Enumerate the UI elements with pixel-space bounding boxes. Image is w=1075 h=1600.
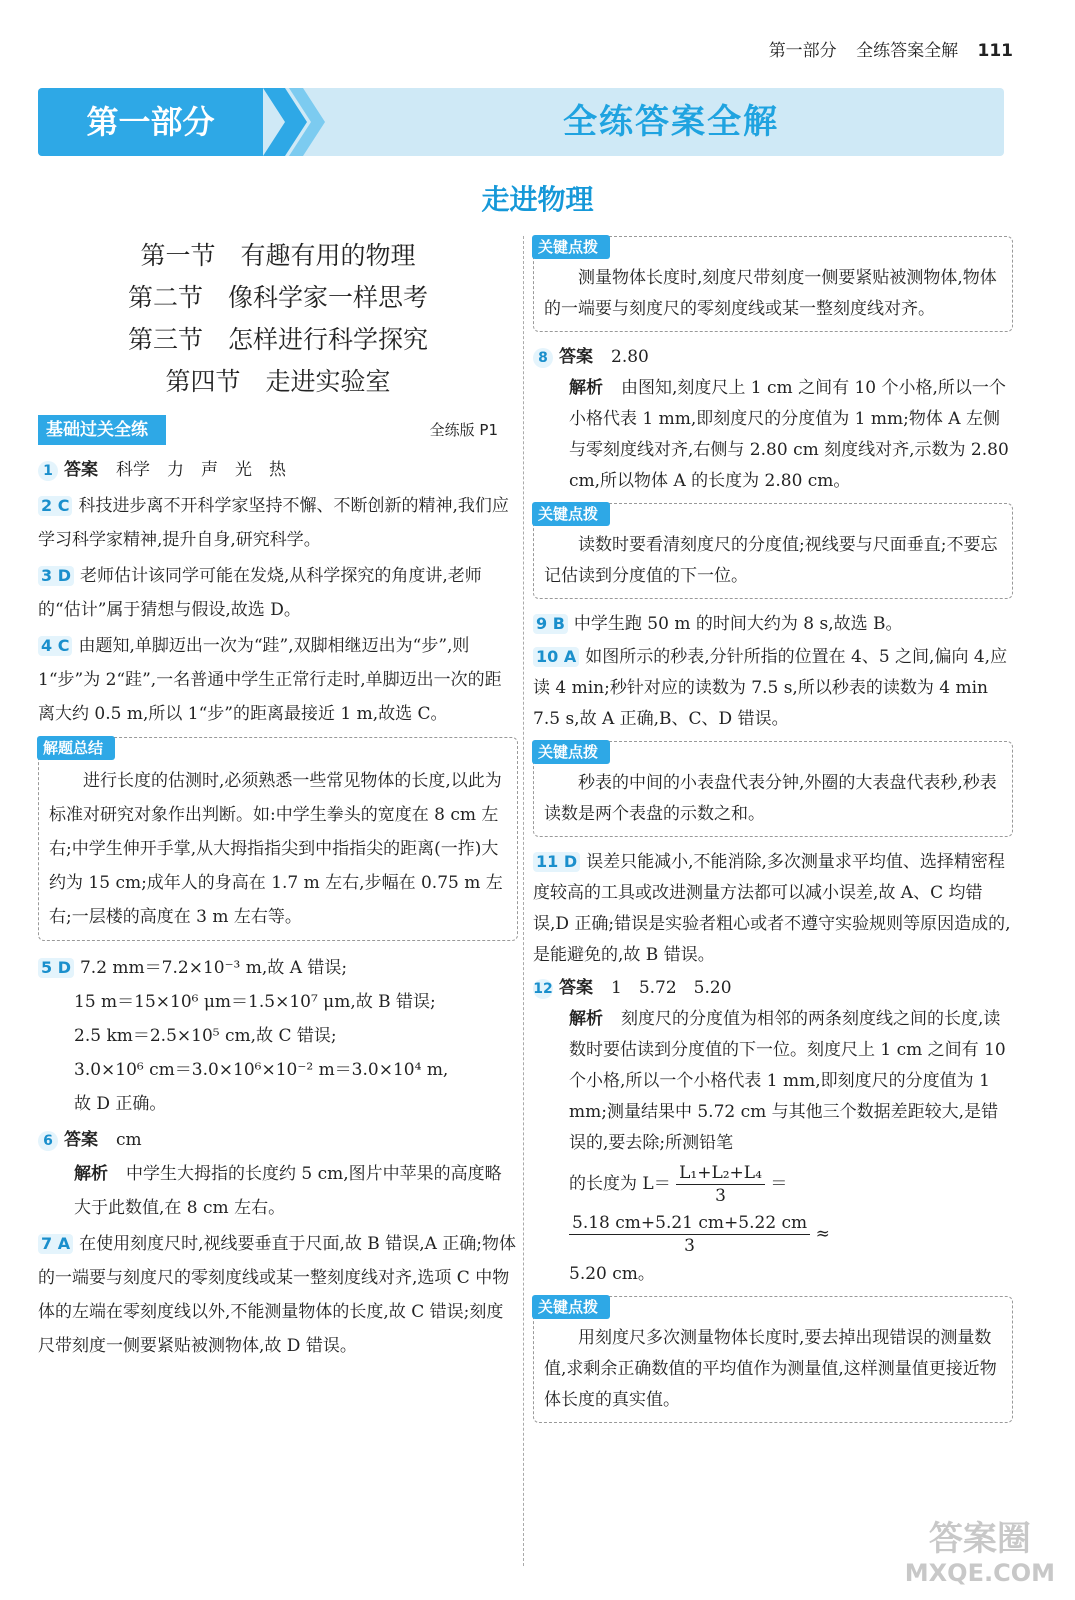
- basic-practice-label: 基础过关全练: [38, 415, 166, 445]
- conversion-line: 2.5 km＝2.5×10⁵ cm,故 C 错误;: [74, 1026, 337, 1046]
- question-number: 6: [38, 1131, 58, 1151]
- answer-label: 答案: [64, 460, 98, 480]
- key-tip-tag: 关键点拨: [532, 1295, 610, 1319]
- answer-item-5: [38, 951, 518, 1121]
- answer-text: 如图所示的秒表,分针所指的位置在 4、5 之间,偏向 4,应读 4 min;秒针对应的读数为 7.5 s,所以秒表的读数为 4 min 7.5 s,故 A 正确,B、C、D 错误。: [533, 647, 1008, 729]
- answer-item-3: [38, 559, 518, 627]
- section-title: 第三节 怎样进行科学探究: [127, 325, 428, 354]
- question-number: 5 D: [38, 958, 74, 978]
- analysis-text: 中学生大拇指的长度约 5 cm,图片中苹果的高度略大于此数值,在 8 cm 左右。: [74, 1164, 502, 1218]
- watermark-logo: 答案圈: [928, 1519, 1031, 1559]
- left-column: [38, 415, 518, 1365]
- question-number: 4 C: [38, 636, 72, 656]
- analysis-label: 解析: [569, 378, 603, 398]
- analysis-text: 由图知,刻度尺上 1 cm 之间有 10 个小格,所以一个小格代表 1 mm,即刻度尺的分度值为 1 mm;物体 A 左侧与零刻度线对齐,右侧与 2.80 cm 刻度线对齐,示数为 2.80 cm,所以物体 A 的长度为 2.80 cm。: [569, 378, 1009, 491]
- question-number: 11 D: [533, 852, 580, 872]
- banner-title: 全练答案全解: [563, 102, 779, 142]
- watermark-site: MXQE.COM: [904, 1559, 1055, 1587]
- analysis-text: 刻度尺的分度值为相邻的两条刻度线之间的长度,读数时要估读到分度值的下一位。刻度尺上 1 cm 之间有 10 个小格,所以一个小格代表 1 mm,即刻度尺的分度值为 1 mm;测量结果中 5.72 cm 与其他三个数据差距较大,是错误的,要去除;所测铅笔: [569, 1009, 1006, 1153]
- fraction-numerator: L₁+L₂+L₄: [676, 1162, 765, 1185]
- formula-result: 5.20 cm。: [569, 1264, 655, 1284]
- fraction-numerator: 5.18 cm+5.21 cm+5.22 cm: [569, 1212, 810, 1235]
- formula-line: [533, 1159, 1013, 1259]
- conversion-line: 7.2 mm＝7.2×10⁻³ m,故 A 错误;: [79, 958, 348, 978]
- answer-text: 科学 力 声 光 热: [116, 460, 286, 480]
- key-tip-text: 读数时要看清刻度尺的分度值;视线要与尺面垂直;不要忘记估读到分度值的下一位。: [544, 535, 998, 586]
- banner-part-label: 第一部分: [38, 88, 263, 156]
- right-column: [533, 236, 1013, 1433]
- answer-text: 科技进步离不开科学家坚持不懈、不断创新的精神,我们应学习科学家精神,提升自身,研究科学。: [38, 496, 509, 550]
- answer-item-2: [38, 489, 518, 557]
- approx-sign: ≈: [815, 1224, 830, 1244]
- basic-practice-bar: [38, 415, 518, 445]
- equals-sign: ＝: [770, 1174, 788, 1194]
- answer-item-8: [533, 342, 1013, 497]
- key-tip-text: 秒表的中间的小表盘代表分钟,外圈的大表盘代表秒,秒表读数是两个表盘的示数之和。: [544, 773, 997, 824]
- answer-item-11: [533, 847, 1013, 971]
- key-tip-box: [533, 236, 1013, 332]
- question-number: 12: [533, 981, 553, 997]
- section-title: 第四节 走进实验室: [165, 367, 391, 396]
- answer-text: cm: [116, 1130, 142, 1150]
- running-header: [769, 36, 1013, 61]
- answer-text: 2.80: [611, 347, 649, 367]
- page-number: 111: [977, 41, 1013, 61]
- fraction-denominator: 3: [684, 1236, 695, 1256]
- conversion-line: 3.0×10⁶ cm＝3.0×10⁶×10⁻² m＝3.0×10⁴ m,: [74, 1060, 449, 1080]
- question-number: 1: [38, 461, 58, 481]
- question-number: 7 A: [38, 1234, 73, 1254]
- analysis-label: 解析: [569, 1009, 603, 1029]
- section-list: [38, 235, 518, 403]
- answer-text: 误差只能减小,不能消除,多次测量求平均值、选择精密程度较高的工具或改进测量方法都可以减小误差,故 A、C 均错误,D 正确;错误是实验者粗心或者不遵守实验规则等原因造成的,是能避免的,故 B 错误。: [533, 852, 1011, 965]
- answer-item-6: [38, 1123, 518, 1225]
- part-banner: [38, 88, 1004, 156]
- summary-tag: 解题总结: [37, 736, 115, 760]
- column-divider: [523, 236, 524, 1566]
- summary-text: 进行长度的估测时,必须熟悉一些常见物体的长度,以此为标准对研究对象作出判断。如:中学生拳头的宽度在 8 cm 左右;中学生伸开手掌,从大拇指指尖到中指指尖的距离(一拃)大约为 15 cm;成年人的身高在 1.7 m 左右,步幅在 0.75 m 左右;一层楼的高度在 3 m 左右等。: [49, 771, 503, 927]
- key-tip-box: [533, 1296, 1013, 1423]
- question-number: 8: [533, 348, 553, 368]
- section-title: 第二节 像科学家一样思考: [127, 283, 428, 312]
- question-number: 9 B: [533, 614, 568, 634]
- question-number: 2 C: [38, 496, 72, 516]
- key-tip-text: 测量物体长度时,刻度尺带刻度一侧要紧贴被测物体,物体的一端要与刻度尺的零刻度线或某一整刻度线对齐。: [544, 268, 997, 319]
- summary-box: [38, 737, 518, 941]
- answer-item-1: [38, 453, 518, 487]
- formula-prefix: 的长度为 L＝: [569, 1174, 671, 1194]
- answer-item-4: [38, 629, 518, 731]
- header-title: 全练答案全解: [856, 41, 959, 61]
- answer-label: 答案: [559, 347, 593, 367]
- answer-item-7: [38, 1227, 518, 1363]
- key-tip-tag: 关键点拨: [532, 235, 610, 259]
- answer-text: 老师估计该同学可能在发烧,从科学探究的角度讲,老师的“估计”属于猜想与假设,故选 D。: [38, 566, 482, 620]
- key-tip-box: [533, 741, 1013, 837]
- answer-text: 1 5.72 5.20: [611, 978, 732, 998]
- section-title: 第一节 有趣有用的物理: [140, 241, 416, 270]
- question-number: 3 D: [38, 566, 74, 586]
- header-section: 第一部分: [768, 41, 837, 61]
- answer-text: 由题知,单脚迈出一次为“跬”,双脚相继迈出为“步”,则 1“步”为 2“跬”,一名普通中学生正常行走时,单脚迈出一次的距离大约 0.5 m,所以 1“步”的距离最接近 1 m,故选 C。: [38, 636, 502, 724]
- practice-reference: 全练版 P1: [429, 421, 498, 439]
- answer-label: 答案: [559, 978, 593, 998]
- answer-text: 中学生跑 50 m 的时间大约为 8 s,故选 B。: [573, 614, 903, 634]
- key-tip-box: [533, 503, 1013, 599]
- conversion-line: 故 D 正确。: [74, 1094, 167, 1114]
- fraction-denominator: 3: [715, 1186, 726, 1206]
- answer-item-10: [533, 642, 1013, 735]
- formula-fraction: [676, 1162, 765, 1207]
- banner-chevron-icon: [263, 88, 333, 156]
- answer-label: 答案: [64, 1130, 98, 1150]
- key-tip-tag: 关键点拨: [532, 502, 610, 526]
- conversion-line: 15 m＝15×10⁶ μm＝1.5×10⁷ μm,故 B 错误;: [74, 992, 436, 1012]
- question-number: 10 A: [533, 647, 579, 667]
- key-tip-text: 用刻度尺多次测量物体长度时,要去掉出现错误的测量数值,求剩余正确数值的平均值作为测量值,这样测量值更接近物体长度的真实值。: [544, 1328, 997, 1410]
- answer-text: 在使用刻度尺时,视线要垂直于尺面,故 B 错误,A 正确;物体的一端要与刻度尺的零刻度线或某一整刻度线对齐,选项 C 中物体的左端在零刻度线以外,不能测量物体的长度,故 C 错误;刻度尺带刻度一侧要紧贴被测物体,故 D 错误。: [38, 1234, 517, 1356]
- formula-fraction: [569, 1212, 810, 1257]
- answer-item-9: [533, 609, 1013, 640]
- answer-item-12: [533, 973, 1013, 1290]
- key-tip-tag: 关键点拨: [532, 740, 610, 764]
- watermark: [904, 1519, 1055, 1590]
- analysis-label: 解析: [74, 1164, 108, 1184]
- chapter-title: 走进物理: [481, 183, 594, 216]
